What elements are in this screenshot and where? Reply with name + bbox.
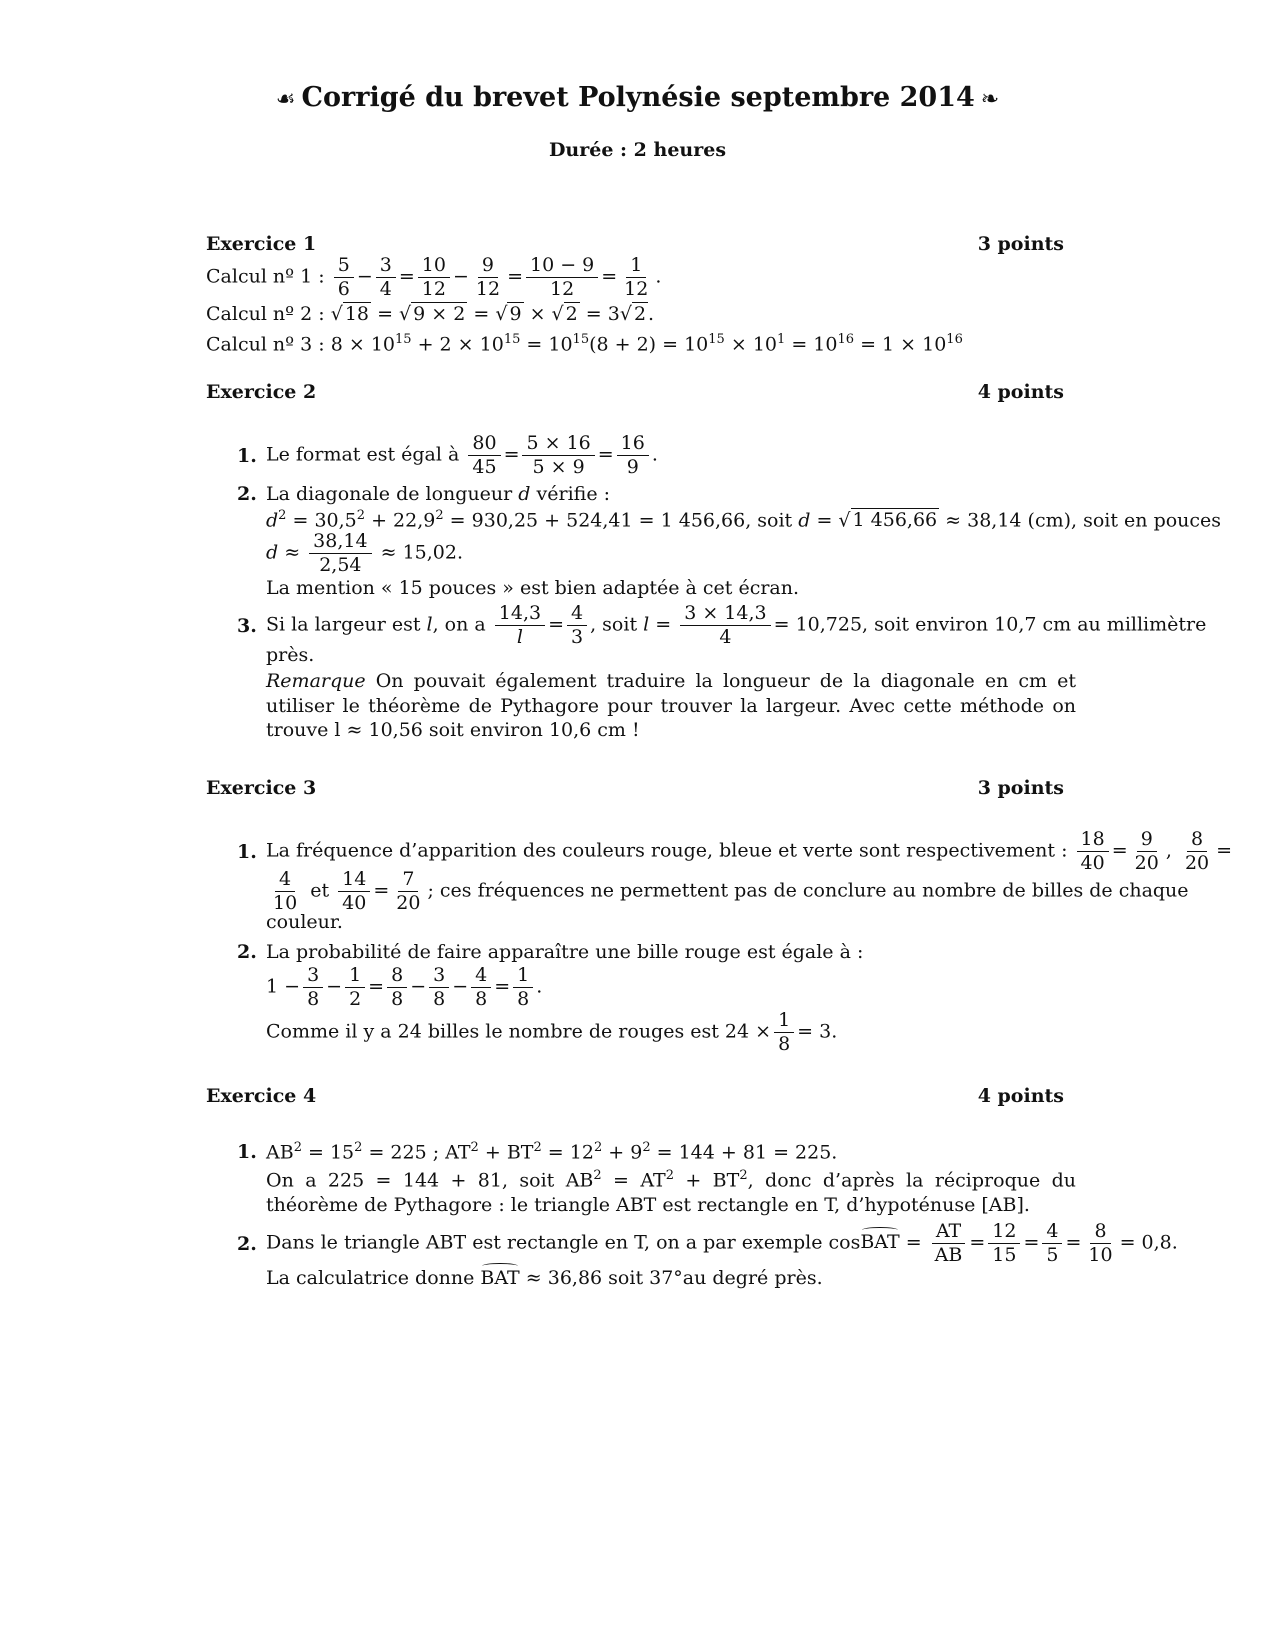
page-title: ☙ Corrigé du brevet Polynésie septembre 2014 ❧ <box>275 82 1000 113</box>
ex2-item-2: La diagonale de longueur d vérifie : <box>266 483 611 505</box>
calcul-3: Calcul nº 3 : $8 \times 10^{15} + 2 \times 10^{15} = 10^{15}(8 + 2) = 10^{15} \times 10^1 = 10^{16} = 1 \times 10^{16}$ <box>206 332 963 356</box>
ex3-probability-calc: 1 − $\frac{3}{8}$ − $\frac{1}{2}$ = $\frac{8}{8}$ − $\frac{3}{8}$ − $\frac{4}{8}$ = $\frac{1}{8}$ . <box>266 964 543 1010</box>
calcul-2: Calcul nº 2 : √ 18 = √ 9 × 2 = √ 9 × √ 2 = 3√ 2 . <box>206 303 655 325</box>
ex4-calculator: La calculatrice donne BAT ≈ 36,86 soit 37°au degré près. <box>266 1267 823 1289</box>
exercise-2-header: Exercice 2 4 points <box>206 381 1064 403</box>
ex2-diagonal-calc: $d^2 = 30,5^2 + 22,9^2 = 930,25 + 524,41 = 1$ 456,66, soit d = √ 1 456,66 ≈ 38,14 (cm), soit en pouces <box>266 508 1222 532</box>
ex2-inches-calc: d ≈ $\frac{38,14}{2,54}$ ≈ 15,02. <box>266 530 464 576</box>
right-ornament-icon: ❧ <box>980 87 1000 112</box>
ex2-item-1: Le format est égal à $\frac{80}{45}$ = $\frac{5 \times 16}{5 \times 9}$ = $\frac{16}{9}$ . <box>266 432 658 478</box>
document-page: ☙ Corrigé du brevet Polynésie septembre 2014 ❧ Durée : 2 heures Exercice 1 3 points Calcul nº 1 : $\frac{5}{6}$ − $\frac{3}{4}$ = $\frac{10}{12}$ − $\frac{9}{12}$ = $\frac{10 - 9}{12}$ = $\frac{1}{12}$ . Calcul nº 2 : √ 18 = √ 9 × 2 = √ 9 × √ 2 = 3√ 2 . Calcul nº 3 : $8 \times 10^{15} + 2 \times 10^{15} = 10^{15}(8 + 2) = 10^{15} \times 10^1 = 10^{16} = 1 \times 10^{16}$ Exercice 2 4 points 1. Le format est égal à $\frac{80}{45}$ = $\frac{5 \times 16}{5 \times 9}$ = $\frac{16}{9}$ . 2. La diagonale de longueur d vérifie : $d^2 = 30,5^2 + 22,9^2 = 930,25 + 524,41 = 1$ 456,66, soit d = √ 1 456,66 ≈ 38,14 (cm), soit en pouces d ≈ $\frac{38,14}{2,54}$ ≈ 15,02. La mention « 15 pouces » est bien adaptée à cet écran. 3. Si la largeur est l, on a $\frac{14,3}{l}$ = $\frac{4}{3}$ , soit l = $\frac{3 \times 14,3}{4}$ = 10,725, soit environ 10,7 cm au millimètre près. Remarque On pouvait également traduire la longueur de la diagonale en cm et utiliser le théorème de Pythagore pour trouver la largeur. Avec cette méthode on trouve l ≈ 10,56 soit environ 10,6 cm ! Exercice 3 3 points 1. La fréquence d’apparition des couleurs rouge, bleue et verte sont respectivement : $\frac{18}{40}$ = $\frac{9}{20}$ , $\frac{8}{20}$ = $\frac{4}{10}$ et $\frac{14}{40}$ = $\frac{7}{20}$ ; ces fréquences ne permettent pas de conclure au nombre de billes de chaque couleur. 2. La probabilité de faire apparaître une bille rouge est égale à : 1 − $\frac{3}{8}$ − $\frac{1}{2}$ = $\frac{8}{8}$ − $\frac{3}{8}$ − $\frac{4}{8}$ = $\frac{1}{8}$ . Comme il y a 24 billes le nombre de rouges est 24 × $\frac{1}{8}$ = 3. Exercice 4 4 points 1. $AB^2 = 15^2 = 225$ ; $AT^2 + BT^2 = 12^2 + 9^2 = 144 + 81 = 225$. On a 225 = 144 + 81, soit $AB^2 = AT^2 + BT^2$, donc d’après la réciproque du théorème de Pythagore : le triangle ABT est rectangle en T, d’hypoténuse [AB]. 2. Dans le triangle ABT est rectangle en T, on a par exemple cosBAT = $\frac{AT}{AB}$ = $\frac{12}{15}$ = $\frac{4}{5}$ = $\frac{8}{10}$ = 0,8. La calculatrice donne BAT ≈ 36,86 soit 37°au degré près. <box>0 0 1275 1650</box>
exercise-4-header: Exercice 4 4 points <box>206 1085 1064 1107</box>
ex3-item-1-cont: $\frac{4}{10}$ et $\frac{14}{40}$ = $\frac{7}{20}$ ; ces fréquences ne permettent pas de conclure au nombre de billes de chaque <box>273 868 1189 914</box>
ex2-mention: La mention « 15 pouces » est bien adaptée à cet écran. <box>266 577 800 599</box>
ex3-item-2: La probabilité de faire apparaître une bille rouge est égale à : <box>266 941 864 963</box>
exercise-1-header: Exercice 1 3 points <box>206 233 1064 255</box>
ex4-item-1: $AB^2 = 15^2 = 225$ ; $AT^2 + BT^2 = 12^2 + 9^2 = 144 + 81 = 225$. <box>266 1140 838 1164</box>
left-ornament-icon: ☙ <box>275 87 296 112</box>
ex2-item-3: Si la largeur est l, on a $\frac{14,3}{l}$ = $\frac{4}{3}$ , soit l = $\frac{3 \times 14,3}{4}$ = 10,725, soit environ 10,7 cm au millimètre <box>266 602 1207 648</box>
ex3-red-count: Comme il y a 24 billes le nombre de rouges est 24 × $\frac{1}{8}$ = 3. <box>266 1009 838 1055</box>
ex4-item-2: Dans le triangle ABT est rectangle en T, on a par exemple cosBAT = $\frac{AT}{AB}$ = $\frac{12}{15}$ = $\frac{4}{5}$ = $\frac{8}{10}$ = 0,8. <box>266 1220 1178 1266</box>
ex3-item-1: La fréquence d’apparition des couleurs rouge, bleue et verte sont respectivement : $\frac{18}{40}$ = $\frac{9}{20}$ , $\frac{8}{20}$ = <box>266 828 1233 874</box>
ex2-remark: Remarque On pouvait également traduire la longueur de la diagonale en cm et utiliser le théorème de Pythagore pour trouver la largeur. Avec cette méthode on trouve l ≈ 10,56 soit environ 10,6 cm ! <box>266 670 1076 742</box>
exercise-3-header: Exercice 3 3 points <box>206 777 1064 799</box>
ex4-pythagoras-converse: On a 225 = 144 + 81, soit $AB^2 = AT^2 + BT^2$, donc d’après la réciproque du théorème de Pythagore : le triangle ABT est rectangle en T, d’hypoténuse [AB]. <box>266 1168 1076 1217</box>
duration: Durée : 2 heures <box>548 139 727 161</box>
calcul-1: Calcul nº 1 : $\frac{5}{6}$ − $\frac{3}{4}$ = $\frac{10}{12}$ − $\frac{9}{12}$ = $\frac{10 - 9}{12}$ = $\frac{1}{12}$ . <box>206 254 662 300</box>
